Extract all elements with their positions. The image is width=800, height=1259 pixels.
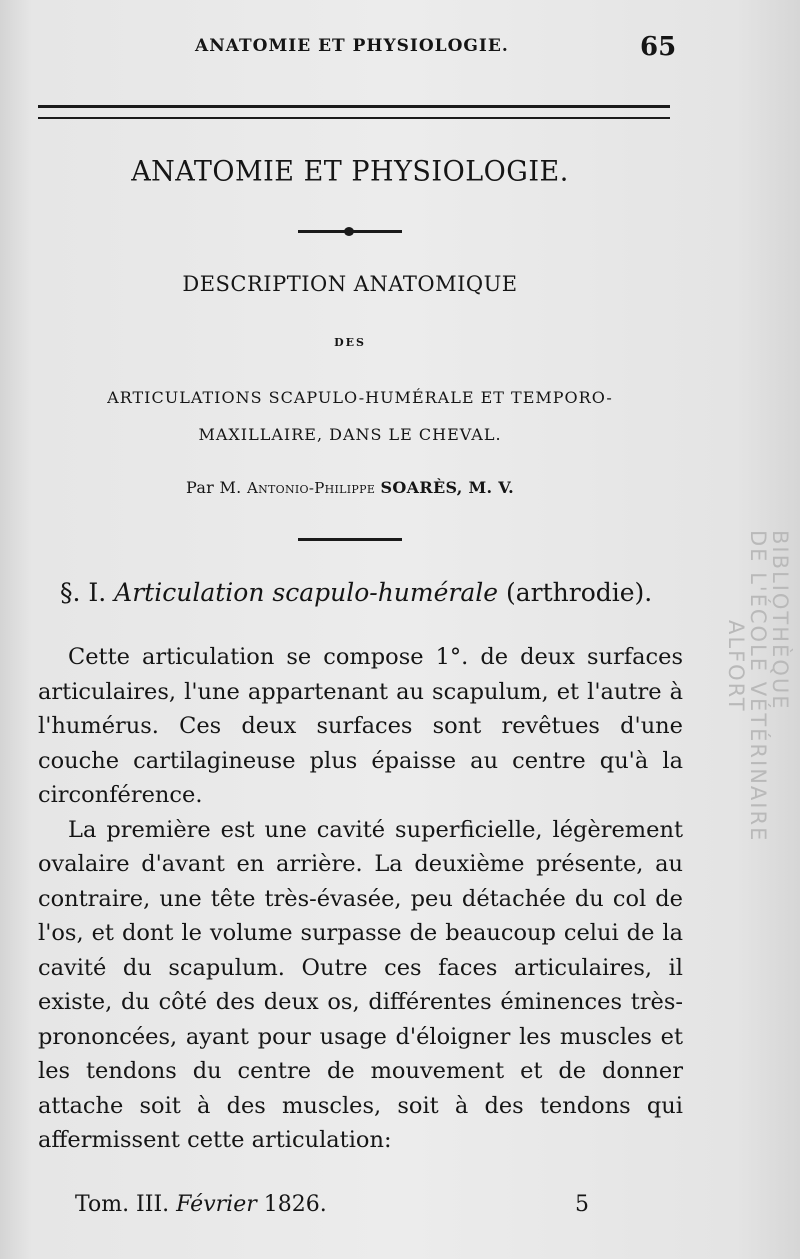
article-title: DESCRIPTION ANATOMIQUE <box>182 272 518 296</box>
page-footer <box>75 1192 675 1228</box>
footer-volume: Tom. III. <box>75 1192 170 1217</box>
subsection-title: Articulation scapulo-humérale <box>114 578 499 607</box>
article-connector: DES <box>334 336 366 349</box>
author-given-name: Antonio-Philippe <box>246 479 376 497</box>
footer-year: 1826. <box>263 1192 327 1217</box>
stamp-line1: BIBLIOTHÈQUE <box>768 530 792 711</box>
stamp-line3: ALFORT <box>724 620 748 713</box>
paragraph: La première est une cavité superficielle, légèrement ovalaire d'avant en arrière. La deuxième présente, au contraire, une tête très-évasée, peu détachée du col de l'os, et dont le volume surpasse de beaucoup celui de la cavité du scapulum. Outre ces faces articulaires, il existe, du côté des deux os, différentes éminences très-prononcées, ayant pour usage d'éloigner les muscles et les tendons du centre de mouvement et de donner attache soit à des muscles, soit à des tendons qui affermissent cette articulation: <box>38 816 683 1153</box>
stamp-line2: DE L'ÉCOLE VÉTÉRINAIRE <box>746 530 770 843</box>
footer-imprint <box>75 1192 327 1217</box>
subsection-qualifier: (arthrodie). <box>506 578 653 607</box>
subsection-number: §. I. <box>60 578 107 607</box>
ornamental-rule <box>298 230 402 233</box>
subsection-heading <box>60 578 700 607</box>
running-head-title: ANATOMIE ET PHYSIOLOGIE. <box>195 36 509 56</box>
header-double-rule <box>38 105 670 119</box>
author-surname: SOARÈS, M. V. <box>380 478 515 497</box>
library-stamp <box>712 530 792 910</box>
paragraph: Cette articulation se compose 1°. de deux surfaces articulaires, l'une appartenant au scapulum, et l'autre à l'humérus. Ces deux surfaces sont revêtues d'une couche cartilagineuse plus épaisse au centre qu'à la circonférence. <box>38 644 683 808</box>
running-head <box>0 30 800 70</box>
page-number: 65 <box>640 32 677 62</box>
body-text <box>38 640 683 1158</box>
signature-mark: 5 <box>575 1192 589 1217</box>
author-prefix: Par M. <box>185 478 242 497</box>
section-rule <box>298 538 402 541</box>
article-subtitle-line1: ARTICULATIONS SCAPULO-HUMÉRALE ET TEMPORO- <box>107 388 613 407</box>
article-subtitle-line2: MAXILLAIRE, DANS LE CHEVAL. <box>198 425 502 444</box>
author-line <box>0 478 700 497</box>
section-title: ANATOMIE ET PHYSIOLOGIE. <box>131 155 569 188</box>
footer-month: Février <box>176 1192 257 1217</box>
